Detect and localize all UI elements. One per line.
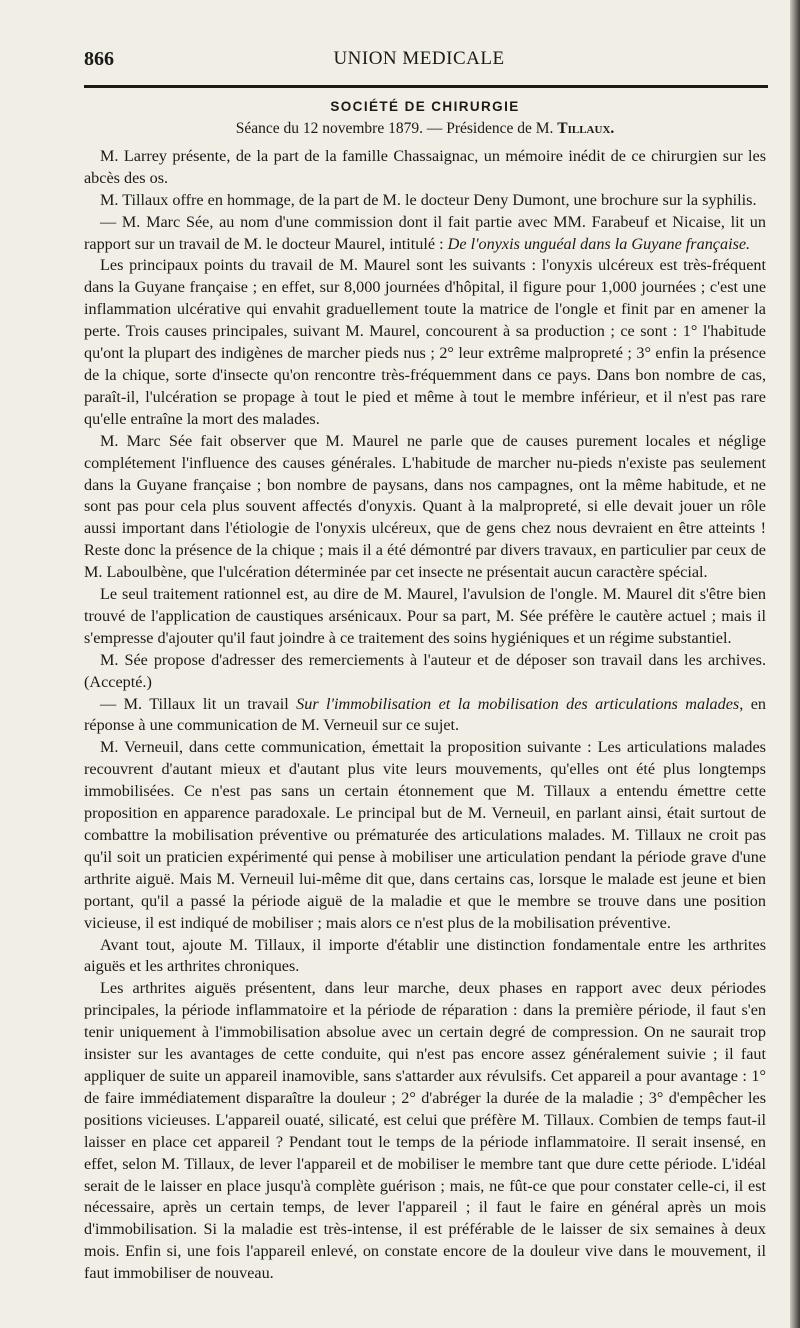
page-header (84, 48, 754, 74)
paragraph (84, 255, 766, 430)
paragraph-text: M. Sée propose d'adresser des remerciements à l'auteur et de déposer son travail dans les archives. (Accepté.) (84, 650, 766, 691)
paragraph-text: Les arthrites aiguës présentent, dans leur marche, deux phases en rapport avec deux périodes principales, la période inflammatoire et la période de réparation : dans la première période, il faut s'en tenir uniquement à l'immobilisation absolue avec un certain degré de compression. On ne saurait trop insister sur les avantages de cette conduite, qui n'est pas encore assez généralement suivie ; il faut appliquer de suite un appareil inamovible, sans s'attarder aux révulsifs. Cet appareil a pour avantage : 1° de faire immédiatement disparaître la douleur ; 2° d'abréger la durée de la maladie ; 3° d'empêcher les positions vicieuses. L'appareil ouaté, silicaté, est celui que préfère M. Tillaux. Combien de temps faut-il laisser en place cet appareil ? Pendant tout le temps de la période inflammatoire. Il serait insensé, en effet, selon M. Tillaux, de lever l'appareil et de mobiliser le membre tant que dure cette période. L'idéal serait de le laisser en place jusqu'à complète guérison ; mais, ne fût-ce que pour constater celle-ci, il est nécessaire, après un certain temps, de lever l'appareil ; il faut le faire en général après un mois d'immobilisation. Si la maladie est très-intense, il est préférable de le laisser de six semaines à deux mois. Enfin si, une fois l'appareil enlevé, on constate encore de la douleur vive dans le mouvement, il faut immobiliser de nouveau. (84, 979, 766, 1283)
society-title: SOCIÉTÉ DE CHIRURGIE (330, 99, 520, 114)
paragraph-text: M. Verneuil, dans cette communication, émettait la proposition suivante : Les articulations malades recouvrent d'autant mieux et d'autant plus vite leurs mouvements, qu'elles ont été plus longtemps immobilisées. Ce n'est pas sans un certain étonnement que M. Tillaux a entendu émettre cette proposition en apparence paradoxale. Le principal but de M. Verneuil, en parlant ainsi, était surtout de combattre la mobilisation préventive ou prématurée des articulations malades. M. Tillaux ne croit pas qu'il soit un praticien expérimenté qui pense à mobiliser une articulation pendant la période grave d'une arthrite aiguë. Mais M. Verneuil lui-même dit que, dans certains cas, lorsque le malade est jeune et bien portant, qu'il a passé la période aiguë de la maladie et que le membre se trouve dans une position vicieuse, il est indiqué de mobiliser ; mais alors ce n'est plus de la mobilisation préventive. (84, 738, 766, 932)
paragraph-text: M. Marc Sée fait observer que M. Maurel ne parle que de causes purement locales et néglige complétement l'influence des causes générales. L'habitude de marcher nu-pieds n'existe pas seulement dans la Guyane française ; bon nombre de paysans, dans nos campagnes, ont la même habitude, et ne sont pas pour cela plus souvent affectés d'onyxis. Quant à la malpropreté, si elle devait jouer un rôle aussi important dans l'étiologie de l'onyxis ulcéreux, que de gens chez nous devraient en être atteints ! Reste donc la présence de la chique ; mais il a été démontré par divers travaux, en particulier par ceux de M. Laboulbène, que l'ulcération déterminée par cet insecte ne présentait aucun caractère spécial. (84, 431, 766, 582)
paragraph-text: Les principaux points du travail de M. Maurel sont les suivants : l'onyxis ulcéreux est très-fréquent dans la Guyane française ; en effet, sur 8,000 journées d'hôpital, il figure pour 1,000 journées ; c'est une inflammation ulcérative qui envahit graduellement toute la matrice de l'ongle et finit par en amener la perte. Trois causes principales, suivant M. Maurel, concourent à sa production ; ce sont : 1° l'habitude qu'ont la plupart des indigènes de marcher pieds nus ; 2° leur extrême malpropreté ; 3° enfin la présence de la chique, sorte d'insecte qu'on rencontre très-fréquemment dans ce pays. Dans bon nombre de cas, paraît-il, l'ulcération se propage à tout le pied et même à tout le membre inférieur, et il n'est pas rare qu'elle entraîne la mort des malades. (84, 256, 766, 428)
paragraph (84, 146, 766, 190)
session-text: Séance du 12 novembre 1879. — Présidence de M. (235, 120, 558, 137)
paragraph-italic: Sur l'immobilisation et la mobilisation des articulations malades (296, 694, 740, 713)
paragraph (84, 584, 766, 650)
header-rule (84, 85, 768, 88)
paragraph (84, 190, 766, 212)
page-binding-edge (790, 0, 800, 1328)
paragraph (84, 978, 766, 1285)
paragraph (84, 935, 766, 979)
paragraph-text-after: , en réponse à une communication de M. Verneuil sur ce sujet. (84, 694, 766, 735)
article-body (84, 92, 766, 1285)
president-name: Tillaux. (557, 120, 615, 137)
paragraph-text: — M. Tillaux lit un travail (100, 694, 297, 713)
session-line (84, 118, 766, 140)
paragraph-italic: De l'onyxis unguéal dans la Guyane française. (447, 234, 751, 253)
paragraph-text: Le seul traitement rationnel est, au dire de M. Maurel, l'avulsion de l'ongle. M. Maurel dit s'être bien trouvé de l'application de caustiques arsénicaux. Pour sa part, M. Sée préfère le cautère actuel ; mais il s'empresse d'ajouter qu'il faut joindre à ce traitement des soins hygiéniques et un régime substantiel. (84, 585, 766, 647)
paragraph (84, 737, 766, 934)
paragraph (84, 694, 766, 738)
paragraph-text: M. Larrey présente, de la part de la famille Chassaignac, un mémoire inédit de ce chirurgien sur les abcès des os. (84, 146, 766, 187)
paragraph-text: — M. Marc Sée, au nom d'une commission dont il fait partie avec MM. Farabeuf et Nicaise, lit un rapport sur un travail de M. le docteur Maurel, intitulé : (84, 212, 766, 253)
paragraph (84, 212, 766, 256)
paragraph (84, 650, 766, 694)
paragraph (84, 431, 766, 584)
paragraph-text: Avant tout, ajoute M. Tillaux, il importe d'établir une distinction fondamentale entre les arthrites aiguës et les arthrites chroniques. (84, 935, 766, 976)
paragraph-text: M. Tillaux offre en hommage, de la part de M. le docteur Deny Dumont, une brochure sur la syphilis. (100, 190, 757, 209)
page-number: 866 (84, 48, 114, 70)
running-title: UNION MEDICALE (333, 48, 505, 69)
